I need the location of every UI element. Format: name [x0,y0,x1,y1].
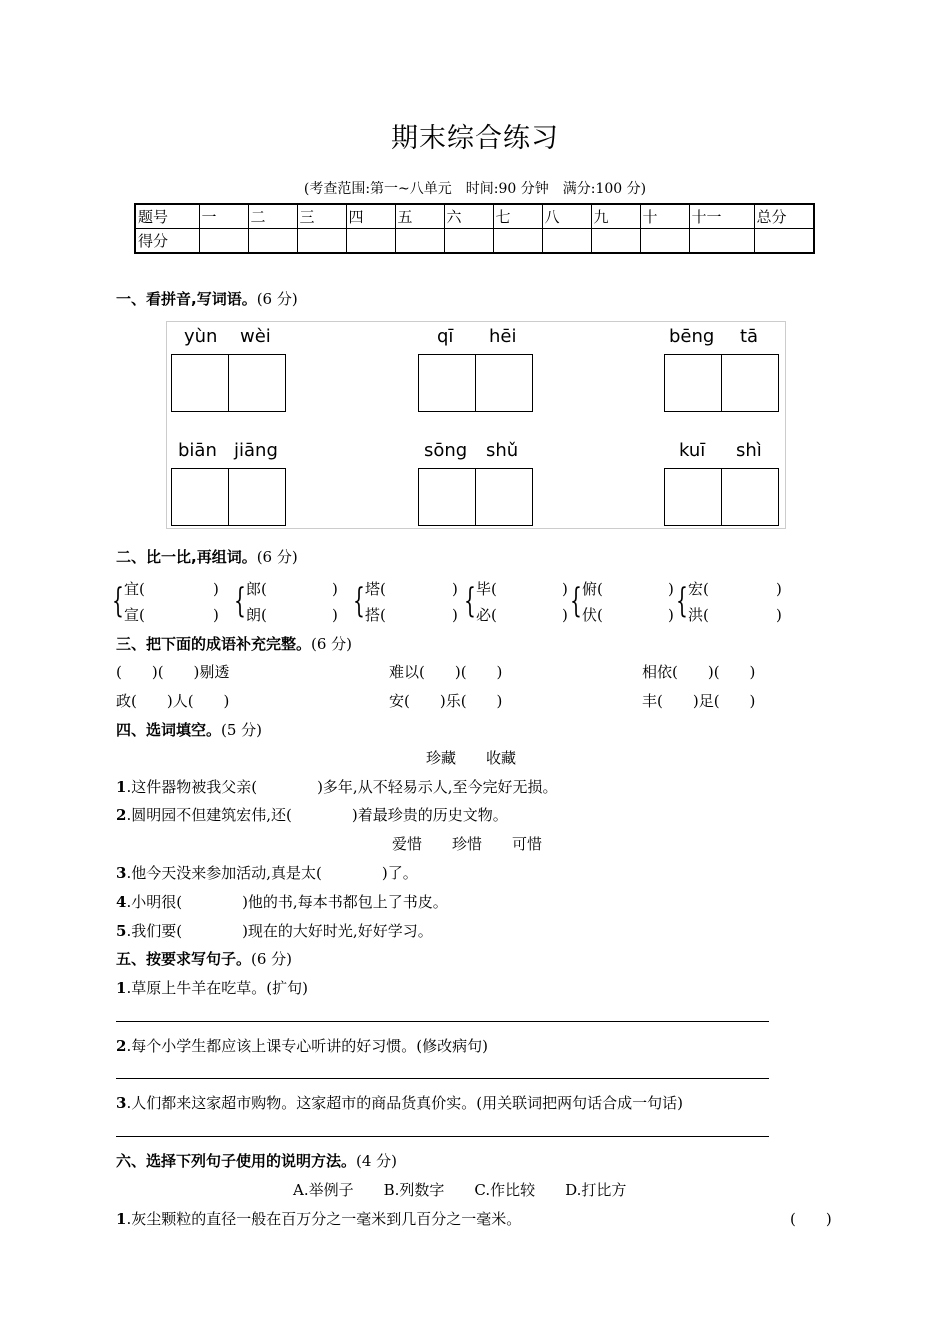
score-header: 五 [395,204,444,229]
close-paren: ) [452,580,458,598]
compare-item: 宜( [124,580,145,598]
compare-item: 俯( [582,580,603,598]
close-paren: ) [668,580,674,598]
answer-line[interactable] [116,1021,769,1022]
writing-box[interactable] [171,354,229,412]
writing-box[interactable] [664,354,722,412]
writing-box[interactable] [418,354,476,412]
score-row-label: 得分 [135,229,199,254]
score-cell[interactable] [754,229,814,254]
score-cell[interactable] [346,229,395,254]
question-text: 每个小学生都应该上课专心听讲的好习惯。(修改病句) [131,1037,488,1055]
pinyin-label: shǔ [486,440,519,461]
score-header-row [135,204,814,229]
close-paren: ) [332,580,338,598]
section-2-title [116,546,298,567]
question-number: 5 [116,922,127,940]
question-text: 我们要( )现在的大好时光,好好学习。 [131,922,433,940]
close-paren: ) [776,606,782,624]
compare-item: 伏( [582,606,603,624]
score-header: 六 [444,204,493,229]
score-header: 总分 [754,204,814,229]
compare-item: 宣( [124,606,145,624]
compare-item: 毕( [476,580,497,598]
compare-groups [112,574,802,634]
score-header: 一 [199,204,248,229]
question-number: 3 [116,1094,127,1112]
writing-box[interactable] [664,468,722,526]
close-paren: ) [562,580,568,598]
close-paren: ) [213,580,219,598]
score-cell[interactable] [640,229,689,254]
question-text: 草原上牛羊在吃草。(扩句) [131,979,308,997]
writing-box[interactable] [228,354,286,412]
question-number: 1 [116,979,127,997]
score-header: 十一 [689,204,754,229]
writing-box[interactable] [721,468,779,526]
compare-item: 搭( [365,606,386,624]
question-number: 2 [116,806,127,824]
section-title-text: 二、比一比,再组词。 [116,548,257,566]
brace-icon: { [234,581,246,621]
score-header: 四 [346,204,395,229]
close-paren: ) [562,606,568,624]
score-cell[interactable] [689,229,754,254]
compare-item: 塔( [365,580,386,598]
section-4-title [116,719,262,740]
question-number: 1 [116,1210,127,1228]
close-paren: ) [332,606,338,624]
score-cell[interactable] [591,229,640,254]
brace-icon: { [353,581,365,621]
pinyin-label: jiāng [234,440,278,461]
question-number: 2 [116,1037,127,1055]
score-header: 二 [248,204,297,229]
close-paren: ) [668,606,674,624]
question: 3.他今天没来参加活动,真是太( )了。 [116,864,418,882]
score-cell[interactable] [444,229,493,254]
question: 2.每个小学生都应该上课专心听讲的好习惯。(修改病句) [116,1037,488,1055]
question-text: 他今天没来参加活动,真是太( )了。 [131,864,418,882]
section-3-title [116,633,352,654]
score-cell[interactable] [493,229,542,254]
compare-item: 必( [476,606,497,624]
compare-item: 朗( [246,606,267,624]
question-text: 灰尘颗粒的直径一般在百万分之一毫米到几百分之一毫米。 [131,1210,522,1228]
idiom-item: 相依( )( ) [642,663,756,681]
writing-box[interactable] [228,468,286,526]
writing-box[interactable] [475,468,533,526]
pinyin-label: biān [178,440,217,461]
compare-item: 洪( [688,606,709,624]
section-points: (5 分) [221,721,263,739]
compare-item: 宏( [688,580,709,598]
word-bank: 珍藏 收藏 [426,749,517,767]
section-points: (6 分) [256,548,298,566]
question: 4.小明很( )他的书,每本书都包上了书皮。 [116,893,448,911]
idiom-item: ( )( )剔透 [116,663,230,681]
section-title-text: 六、选择下列句子使用的说明方法。 [116,1152,357,1170]
score-cell[interactable] [297,229,346,254]
section-points: (4 分) [356,1152,398,1170]
score-header: 八 [542,204,591,229]
idiom-item: 丰( )足( ) [642,692,756,710]
question-number: 4 [116,893,127,911]
pinyin-label: shì [736,440,762,461]
idiom-item: 安( )乐( ) [389,692,503,710]
pinyin-label: yùn [184,326,218,347]
score-header: 九 [591,204,640,229]
pinyin-label: qī [437,326,454,347]
section-points: (6 分) [256,290,298,308]
answer-line[interactable] [116,1078,769,1079]
writing-box[interactable] [721,354,779,412]
score-header: 三 [297,204,346,229]
section-6-title [116,1150,397,1171]
pinyin-label: tā [740,326,759,347]
answer-line[interactable] [116,1136,769,1137]
section-points: (6 分) [311,635,353,653]
close-paren: ) [452,606,458,624]
writing-box[interactable] [418,468,476,526]
option-list: A.举例子 B.列数字 C.作比较 D.打比方 [293,1181,627,1199]
section-title-text: 一、看拼音,写词语。 [116,290,257,308]
score-value-row [135,229,814,254]
pinyin-panel [166,321,786,529]
question: 3.人们都来这家超市购物。这家超市的商品货真价实。(用关联词把两句话合成一句话) [116,1094,683,1112]
compare-item: 郎( [246,580,267,598]
score-header: 十 [640,204,689,229]
close-paren: ) [213,606,219,624]
question: 1.草原上牛羊在吃草。(扩句) [116,979,308,997]
idiom-item: 政( )人( ) [116,692,230,710]
section-title-text: 五、按要求写句子。 [116,950,252,968]
section-1-title [116,288,298,309]
pinyin-label: hēi [489,326,517,347]
question-number: 1 [116,778,127,796]
pinyin-label: kuī [679,440,706,461]
question-text: 圆明园不但建筑宏伟,还( )着最珍贵的历史文物。 [131,806,508,824]
exam-info: (考查范围:第一~八单元 时间:90 分钟 满分:100 分) [303,181,647,197]
question-text: 小明很( )他的书,每本书都包上了书皮。 [131,893,448,911]
brace-icon: { [570,581,582,621]
question: 1.灰尘颗粒的直径一般在百万分之一毫米到几百分之一毫米。 [116,1210,522,1228]
question-text: 这件器物被我父亲( )多年,从不轻易示人,至今完好无损。 [131,778,558,796]
question: 1.这件器物被我父亲( )多年,从不轻易示人,至今完好无损。 [116,778,558,796]
idiom-item: 难以( )( ) [389,663,503,681]
score-row-label: 题号 [135,204,199,229]
pinyin-label: wèi [240,326,271,347]
score-cell[interactable] [199,229,248,254]
section-points: (6 分) [251,950,293,968]
answer-blank[interactable]: ( ) [790,1210,832,1228]
question-text: 人们都来这家超市购物。这家超市的商品货真价实。(用关联词把两句话合成一句话) [131,1094,683,1112]
brace-icon: { [464,581,476,621]
close-paren: ) [776,580,782,598]
score-cell[interactable] [248,229,297,254]
score-header: 七 [493,204,542,229]
question: 5.我们要( )现在的大好时光,好好学习。 [116,922,433,940]
section-title-text: 三、把下面的成语补充完整。 [116,635,312,653]
section-5-title [116,948,292,969]
question-number: 3 [116,864,127,882]
brace-icon: { [112,581,124,621]
score-cell[interactable] [395,229,444,254]
pinyin-label: sōng [424,440,468,461]
pinyin-label: bēng [669,326,715,347]
writing-box[interactable] [171,468,229,526]
page-title: 期末综合练习 [391,123,559,154]
question: 2.圆明园不但建筑宏伟,还( )着最珍贵的历史文物。 [116,806,508,824]
score-table [134,203,815,254]
word-bank: 爱惜 珍惜 可惜 [392,835,543,853]
writing-box[interactable] [475,354,533,412]
score-cell[interactable] [542,229,591,254]
section-title-text: 四、选词填空。 [116,721,222,739]
brace-icon: { [676,581,688,621]
